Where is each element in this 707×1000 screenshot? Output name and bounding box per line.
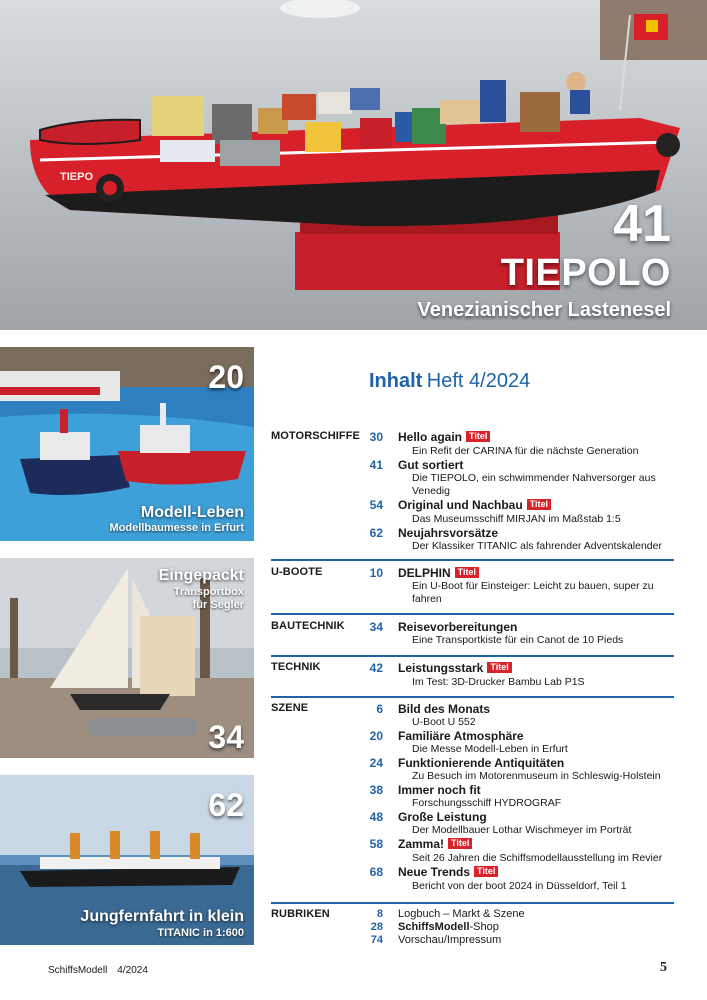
toc-entry-title: Neujahrsvorsätze	[398, 526, 499, 540]
toc-entry-page: 28	[370, 921, 383, 933]
toc-entry-text: Logbuch – Markt & Szene	[398, 908, 525, 920]
toc-entry-desc: Bericht von der boot 2024 in Düsseldorf, Teil 1	[412, 880, 627, 892]
toc-entry-desc: Die TIEPOLO, ein schwimmender Nahversorger aus Venedig	[412, 472, 656, 497]
toc-entry-text-rest: -Shop	[469, 921, 499, 933]
thumb-page-number: 34	[208, 719, 244, 755]
toc-entry-page: 20	[369, 729, 383, 743]
thumb-title: Jungfernfahrt in klein	[80, 908, 244, 925]
thumb-page-number: 62	[208, 787, 244, 823]
section-divider	[271, 696, 674, 698]
toc-entry-page: 30	[369, 430, 383, 444]
titel-badge: Titel	[466, 431, 490, 442]
toc-entry-title-text: Hello again	[398, 430, 463, 444]
titel-badge: Titel	[448, 838, 472, 849]
section-label-bautechnik: BAUTECHNIK	[271, 620, 345, 632]
toc-entry-title	[398, 499, 551, 511]
titel-badge: Titel	[487, 662, 511, 673]
toc-entry-desc: Der Modellbauer Lothar Wischmeyer im Porträt	[412, 824, 632, 836]
titel-badge: Titel	[455, 567, 479, 578]
thumb-subtitle-line-1: Transportbox	[173, 586, 244, 598]
section-divider	[271, 902, 674, 904]
toc-entry-title-text: Zamma!	[398, 837, 445, 851]
thumb-modell-leben	[0, 347, 254, 541]
toc-entry-page: 62	[369, 526, 383, 540]
toc-entry-title: Immer noch fit	[398, 783, 481, 797]
footer-magazine-issue	[48, 966, 148, 976]
section-label-rubriken: RUBRIKEN	[271, 908, 330, 920]
hero-page-number: 41	[613, 195, 671, 253]
toc-entry-page: 41	[369, 458, 383, 472]
hero-photo	[0, 0, 707, 330]
toc-entry-page: 38	[369, 783, 383, 797]
toc-entry-text	[398, 922, 499, 933]
hero-title: TIEPOLO	[500, 252, 671, 294]
toc-entry-title-text: DELPHIN	[398, 566, 451, 580]
toc-entry-page: 34	[369, 620, 383, 634]
toc-entry-title	[398, 838, 472, 850]
contents-heading	[369, 371, 530, 392]
toc-entry-page: 68	[369, 865, 383, 879]
contents-heading-strong: Inhalt	[369, 370, 423, 392]
footer-magazine: SchiffsModell	[48, 965, 108, 976]
titel-badge: Titel	[474, 866, 498, 877]
toc-entry-page: 8	[376, 908, 383, 920]
toc-entry-title	[398, 866, 498, 878]
footer-page-number: 5	[660, 960, 667, 975]
toc-entry-desc: Seit 26 Jahren die Schiffsmodellausstellung im Revier	[412, 852, 663, 864]
thumb-subtitle-line-2: für Segler	[192, 599, 244, 611]
thumb-subtitle: TITANIC in 1:600	[157, 927, 244, 939]
toc-entry-title-text: Original und Nachbau	[398, 498, 523, 512]
toc-entry-title: Reisevorbereitungen	[398, 620, 518, 634]
thumb-eingepackt	[0, 558, 254, 758]
footer-issue: 4/2024	[117, 965, 148, 976]
toc-entry-page: 74	[370, 934, 383, 946]
toc-entry-page: 58	[369, 837, 383, 851]
toc-entry-text-bold: SchiffsModell	[398, 921, 470, 933]
contents-heading-issue: Heft 4/2024	[426, 370, 531, 392]
toc-entry-page: 24	[369, 756, 383, 770]
section-divider	[271, 613, 674, 615]
toc-entry-title	[398, 567, 479, 579]
toc-entry-page: 48	[369, 810, 383, 824]
toc-entry-page: 6	[376, 702, 383, 716]
toc-entry-page: 54	[369, 498, 383, 512]
section-label-szene: SZENE	[271, 702, 309, 714]
section-divider	[271, 655, 674, 657]
toc-entry-desc: Ein Refit der CARINA für die nächste Generation	[412, 445, 639, 457]
toc-entry-title-text: Neue Trends	[398, 865, 471, 879]
toc-entry-desc: Der Klassiker TITANIC als fahrender Adventskalender	[412, 540, 662, 552]
hero-subtitle: Venezianischer Lastenesel	[417, 299, 671, 321]
section-label-motorschiffe: MOTORSCHIFFE	[271, 430, 360, 442]
thumb-subtitle: Modellbaumesse in Erfurt	[109, 522, 244, 534]
toc-entry-desc: Im Test: 3D-Drucker Bambu Lab P1S	[412, 676, 585, 688]
toc-entry-page: 10	[369, 566, 383, 580]
thumb-page-number: 20	[208, 359, 244, 395]
toc-entry-page: 42	[369, 661, 383, 675]
section-divider	[271, 559, 674, 561]
toc-entry-title: Gut sortiert	[398, 458, 464, 472]
toc-entry-title: Bild des Monats	[398, 702, 491, 716]
toc-entry-desc: U-Boot U 552	[412, 716, 476, 728]
toc-entry-desc: Das Museumsschiff MIRJAN im Maßstab 1:5	[412, 513, 621, 525]
section-label-technik: TECHNIK	[271, 661, 321, 673]
toc-entry-title-text: Leistungsstark	[398, 661, 484, 675]
thumb-jungfernfahrt	[0, 775, 254, 945]
section-label-u-boote: U-BOOTE	[271, 566, 323, 578]
toc-entry-desc: Die Messe Modell-Leben in Erfurt	[412, 743, 568, 755]
thumb-title: Modell-Leben	[140, 504, 244, 521]
toc-entry-title	[398, 431, 490, 443]
toc-entry-title: Große Leistung	[398, 810, 487, 824]
toc-entry-text: Vorschau/Impressum	[398, 934, 502, 946]
toc-entry-title: Familiäre Atmosphäre	[398, 729, 524, 743]
titel-badge: Titel	[527, 499, 551, 510]
thumb-title: Eingepackt	[158, 567, 244, 584]
toc-entry-desc: Eine Transportkiste für ein Canot de 10 Pieds	[412, 634, 624, 646]
toc-entry-desc: Zu Besuch im Motorenmuseum in Schleswig-Holstein	[412, 770, 661, 782]
toc-entry-desc: Forschungsschiff HYDROGRAF	[412, 797, 562, 809]
toc-entry-title	[398, 662, 512, 674]
hero-boat-name: TIEPO	[60, 171, 94, 183]
toc-entry-title: Funktionierende Antiquitäten	[398, 756, 565, 770]
toc-entry-desc: Ein U-Boot für Einsteiger: Leicht zu bauen, super zu fahren	[412, 580, 654, 605]
